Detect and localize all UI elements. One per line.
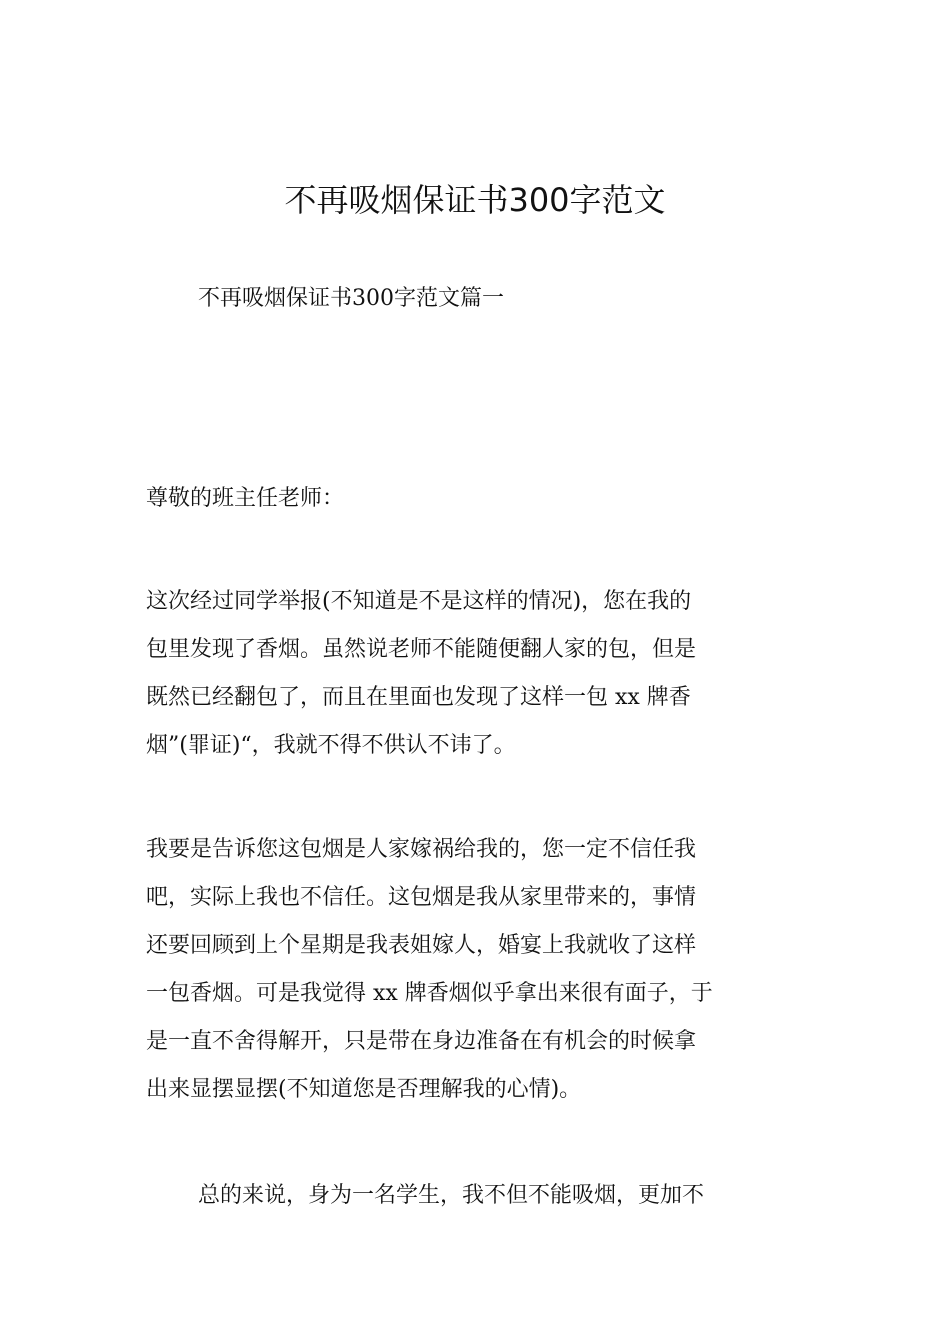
paragraph-line: 吧，实际上我也不信任。这包烟是我从家里带来的，事情 — [146, 885, 697, 910]
paragraph-line: 我要是告诉您这包烟是人家嫁祸给我的，您一定不信任我 — [146, 837, 697, 862]
paragraph-line: 是一直不舍得解开，只是带在身边准备在有机会的时候拿 — [146, 1029, 697, 1054]
document-title: 不再吸烟保证书300字范文 — [284, 181, 666, 219]
paragraph-line: 出来显摆显摆(不知道您是否理解我的心情)。 — [146, 1077, 582, 1102]
paragraph-line: 这次经过同学举报(不知道是不是这样的情况)，您在我的 — [146, 589, 692, 614]
paragraph-2 — [146, 826, 810, 1114]
paragraph-3 — [146, 1172, 810, 1220]
paragraph-line: 包里发现了香烟。虽然说老师不能随便翻人家的包，但是 — [146, 637, 697, 662]
paragraph-line: 一包香烟。可是我觉得 xx 牌香烟似乎拿出来很有面子，于 — [146, 981, 713, 1006]
paragraph-1 — [146, 578, 810, 770]
paragraph-line: 烟”(罪证)“，我就不得不供认不讳了。 — [146, 733, 516, 758]
document-subtitle: 不再吸烟保证书300字范文篇一 — [198, 286, 504, 311]
paragraph-line: 既然已经翻包了，而且在里面也发现了这样一包 xx 牌香 — [146, 685, 691, 710]
paragraph-line: 还要回顾到上个星期是我表姐嫁人，婚宴上我就收了这样 — [146, 933, 697, 958]
paragraph-line: 总的来说，身为一名学生，我不但不能吸烟，更加不 — [198, 1183, 705, 1208]
salutation: 尊敬的班主任老师： — [146, 486, 345, 511]
